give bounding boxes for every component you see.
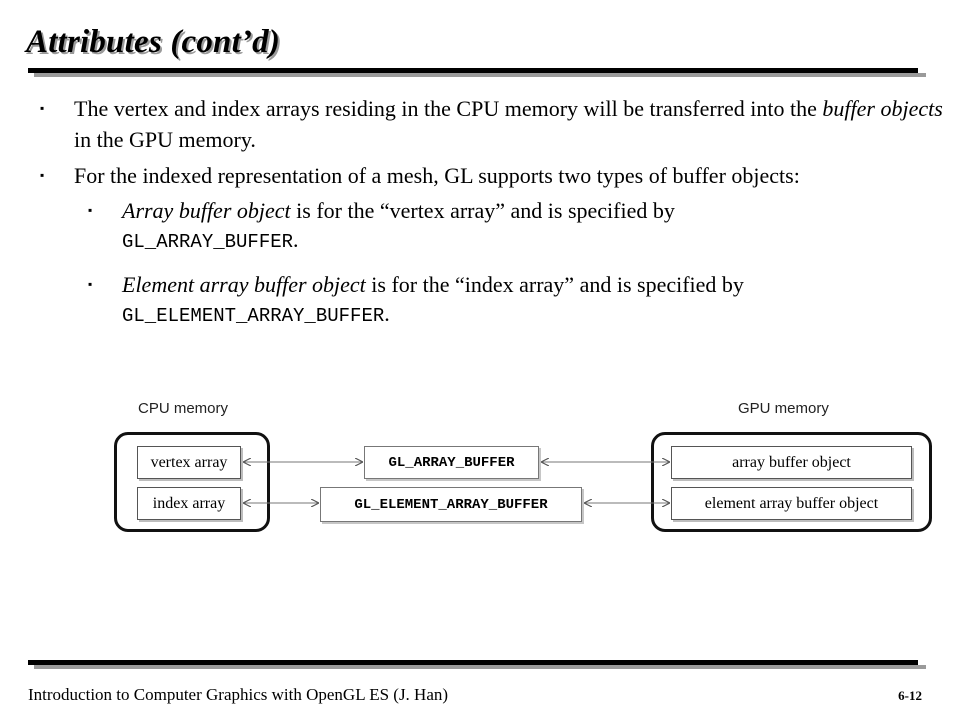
index-array-cell: index array: [137, 487, 241, 520]
bullet-square-icon: ▪: [40, 168, 45, 182]
vertex-array-cell: vertex array: [137, 446, 241, 479]
bullet-buffer-transfer: [0, 93, 960, 155]
diagram-arrows: [110, 392, 940, 542]
array-buffer-object-cell: array buffer object: [671, 446, 912, 479]
bullet-emphasis: Array buffer object: [122, 198, 291, 223]
bullet-text: For the indexed representation of a mesh, GL supports two types of buffer objects:: [74, 163, 800, 188]
buffer-diagram: [110, 392, 940, 542]
bullet-emphasis: buffer objects: [822, 96, 943, 121]
title-rule: [28, 68, 918, 73]
code-gl-element-array-buffer: GL_ELEMENT_ARRAY_BUFFER: [122, 305, 385, 327]
slide-title: Attributes (cont’d): [26, 24, 281, 60]
gl-array-buffer-box: GL_ARRAY_BUFFER: [364, 446, 539, 479]
footer-text: Introduction to Computer Graphics with OpenGL ES (J. Han): [28, 685, 449, 704]
bullet-list: [0, 93, 960, 344]
footer-rule: [28, 660, 918, 665]
bullet-buffer-types: [0, 160, 960, 191]
gpu-memory-label: GPU memory: [738, 400, 829, 417]
bullet-text: is for the “vertex array” and is specified by: [290, 198, 675, 223]
bullet-square-icon: ▪: [88, 203, 93, 217]
element-array-buffer-object-cell: element array buffer object: [671, 487, 912, 520]
bullet-text: in the GPU memory.: [74, 127, 256, 152]
bullet-square-icon: ▪: [88, 277, 93, 291]
sub-bullet-array-buffer: [0, 196, 960, 257]
page-number: 6-12: [898, 688, 922, 703]
bullet-text: is for the “index array” and is specified by: [365, 272, 744, 297]
cpu-memory-label: CPU memory: [138, 400, 229, 417]
code-gl-array-buffer: GL_ARRAY_BUFFER: [122, 231, 294, 253]
bullet-square-icon: ▪: [40, 101, 45, 115]
bullet-emphasis: Element array buffer object: [122, 272, 366, 297]
bullet-period: .: [293, 227, 299, 252]
bullet-period: .: [384, 301, 390, 326]
bullet-text: The vertex and index arrays residing in the CPU memory will be transferred into the: [74, 96, 823, 121]
sub-bullet-element-array-buffer: [0, 270, 960, 331]
gl-element-array-buffer-box: GL_ELEMENT_ARRAY_BUFFER: [320, 487, 582, 522]
